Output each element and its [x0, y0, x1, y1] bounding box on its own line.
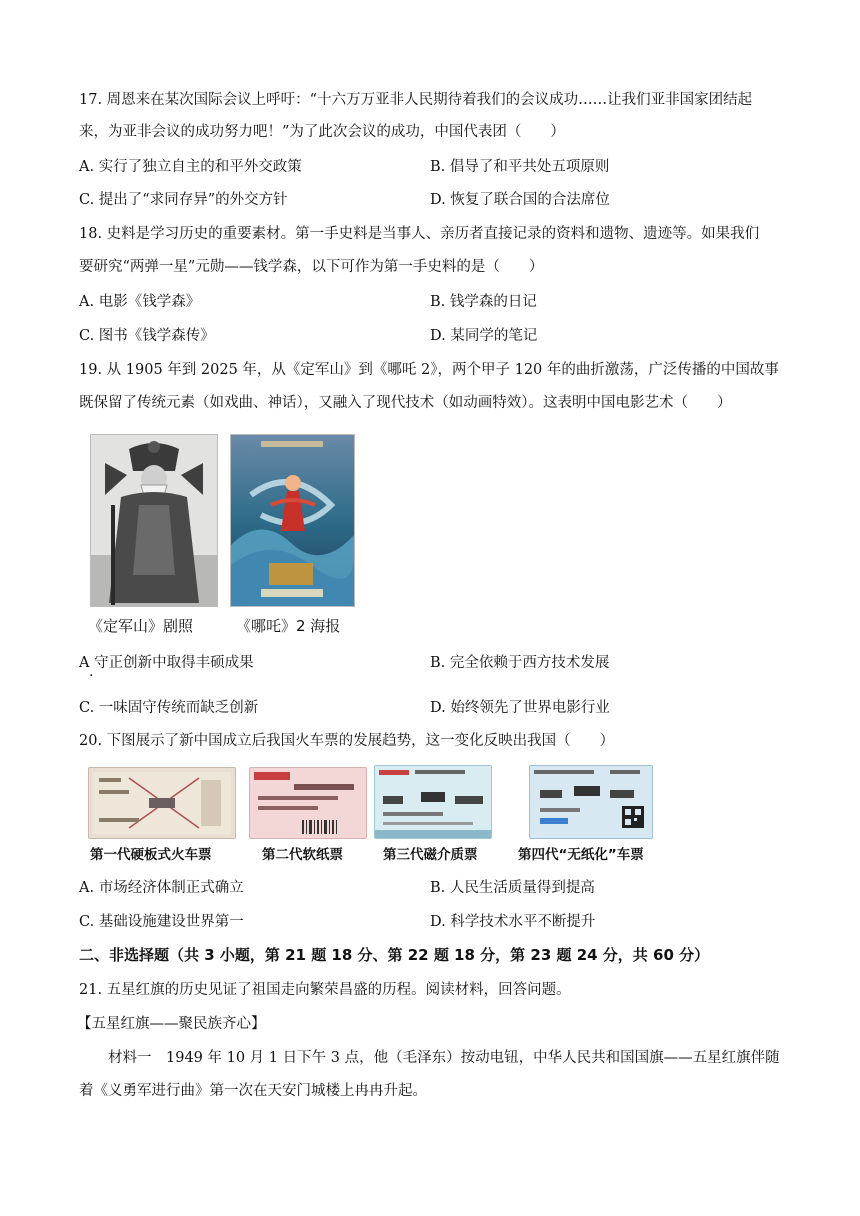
- q17-option-c: C. 提出了“求同存异”的外交方针: [79, 192, 288, 208]
- dingjunshan-caption: 《定军山》剧照: [88, 617, 194, 635]
- option-a-dot-mark: ·: [89, 668, 94, 684]
- ticket-gen3-image: [374, 765, 492, 839]
- q17-stem-line1: 17. 周恩来在某次国际会议上呼吁：“十六万万亚非人民期待着我们的会议成功……让我们亚非国家团结起: [79, 92, 753, 108]
- q19-option-a: A 守正创新中取得丰硕成果: [79, 655, 254, 671]
- ticket-gen4-caption: 第四代“无纸化”车票: [518, 847, 644, 863]
- q17-stem-line2: 来，为亚非会议的成功努力吧！”为了此次会议的成功，中国代表团（ ）: [79, 124, 565, 140]
- ticket-gen4-image: [529, 765, 653, 839]
- q19-option-c: C. 一味固守传统而缺乏创新: [79, 700, 259, 716]
- ticket-gen2-caption: 第二代软纸票: [262, 847, 343, 863]
- q21-subhead: 【五星红旗——聚民族齐心】: [77, 1016, 266, 1032]
- q21-material1-line2: 着《义勇军进行曲》第一次在天安门城楼上冉冉升起。: [79, 1083, 427, 1099]
- q18-option-a: A. 电影《钱学森》: [79, 294, 201, 310]
- q18-option-d: D. 某同学的笔记: [430, 328, 538, 344]
- q17-option-d: D. 恢复了联合国的合法席位: [430, 192, 610, 208]
- ticket-gen3-caption: 第三代磁介质票: [383, 847, 478, 863]
- ticket-gen1-image: [88, 767, 236, 839]
- ticket-gen1-caption: 第一代硬板式火车票: [90, 847, 212, 863]
- q18-option-b: B. 钱学森的日记: [430, 294, 537, 310]
- q19-stem-line1: 19. 从 1905 年到 2025 年，从《定军山》到《哪吒 2》，两个甲子 120 年的曲折激荡，广泛传播的中国故事: [79, 362, 779, 378]
- q21-material1-line1: 材料一 1949 年 10 月 1 日下午 3 点，他（毛泽东）按动电钮，中华人民共和国国旗——五星红旗伴随: [108, 1050, 780, 1066]
- ticket-gen2-image: [249, 767, 367, 839]
- nezha2-poster: [230, 434, 355, 607]
- q18-option-c: C. 图书《钱学森传》: [79, 328, 215, 344]
- q17-option-b: B. 倡导了和平共处五项原则: [430, 159, 610, 175]
- q19-option-d: D. 始终领先了世界电影行业: [430, 700, 610, 716]
- nezha2-caption: 《哪吒》2 海报: [236, 617, 341, 635]
- q20-option-d: D. 科学技术水平不断提升: [430, 914, 596, 930]
- section2-heading: 二、非选择题（共 3 小题，第 21 题 18 分、第 22 题 18 分，第 23 题 24 分，共 60 分）: [79, 946, 710, 964]
- q20-option-a: A. 市场经济体制正式确立: [79, 880, 244, 896]
- q19-stem-line2: 既保留了传统元素（如戏曲、神话），又融入了现代技术（如动画特效）。这表明中国电影艺术（ ）: [79, 395, 732, 411]
- q20-option-c: C. 基础设施建设世界第一: [79, 914, 244, 930]
- q20-option-b: B. 人民生活质量得到提高: [430, 880, 595, 896]
- q17-option-a: A. 实行了独立自主的和平外交政策: [79, 159, 302, 175]
- q19-option-b: B. 完全依赖于西方技术发展: [430, 655, 610, 671]
- q18-stem-line2: 要研究“两弹一星”元勋——钱学森，以下可作为第一手史料的是（ ）: [79, 259, 544, 275]
- q18-stem-line1: 18. 史料是学习历史的重要素材。第一手史料是当事人、亲历者直接记录的资料和遗物、遗迹等。如果我们: [79, 226, 760, 242]
- q21-stem: 21. 五星红旗的历史见证了祖国走向繁荣昌盛的历程。阅读材料，回答问题。: [79, 982, 571, 998]
- dingjunshan-photo: [90, 434, 218, 607]
- q20-stem: 20. 下图展示了新中国成立后我国火车票的发展趋势，这一变化反映出我国（ ）: [79, 733, 615, 749]
